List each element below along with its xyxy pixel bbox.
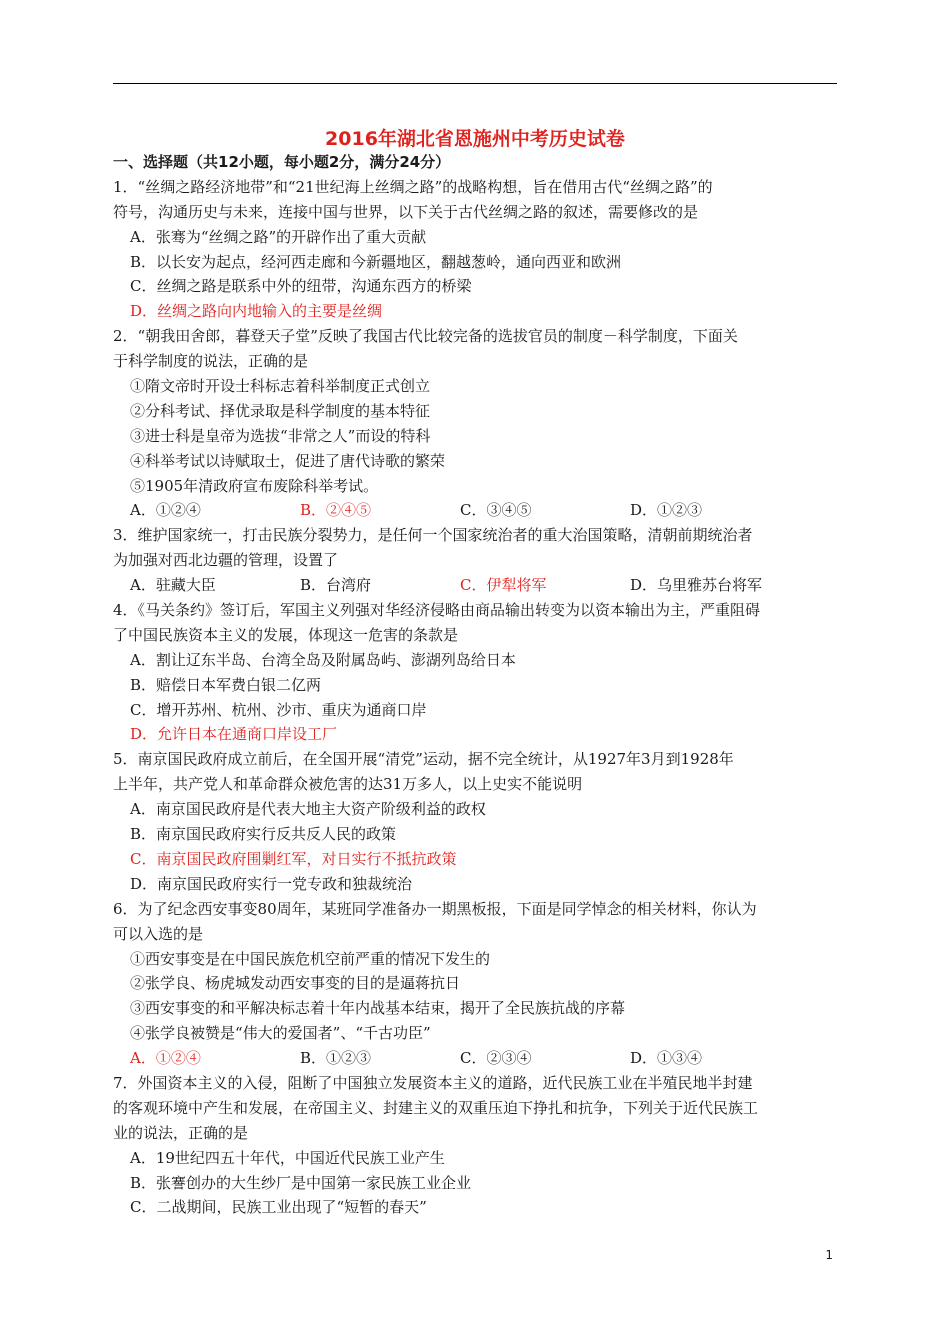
q2-options (113, 498, 837, 523)
q6-options (113, 1046, 837, 1071)
q3-option-d: D．乌里雅苏台将军 (630, 576, 763, 595)
q4-stem-line2: 了中国民族资本主义的发展，体现这一危害的条款是 (113, 625, 459, 644)
q1-option-b: B．以长安为起点，经河西走廊和今新疆地区，翻越葱岭，通向西亚和欧洲 (130, 252, 622, 271)
q3-stem-line2: 为加强对西北边疆的管理，设置了 (113, 551, 339, 570)
q5-option-a: A．南京国民政府是代表大地主大资产阶级利益的政权 (130, 800, 486, 819)
exam-body (113, 150, 837, 1220)
q7-stem-line3: 业的说法，正确的是 (113, 1123, 249, 1142)
q5-stem-line1: 5．南京国民政府成立前后，在全国开展“清党”运动，据不完全统计，从1927年3月到1928年 (113, 750, 734, 769)
page-number: 1 (825, 1248, 833, 1262)
q7-stem-line2: 的客观环境中产生和发展，在帝国主义、封建主义的双重压迫下挣扎和抗争，下列关于近代民族工 (113, 1098, 759, 1117)
q4-option-a: A．割让辽东半岛、台湾全岛及附属岛屿、澎湖列岛给日本 (130, 650, 516, 669)
q6-option-d: D．①③④ (630, 1049, 703, 1068)
q2-option-b-answer: B．②④⑤ (300, 501, 372, 520)
q1-option-d-answer: D．丝绸之路向内地输入的主要是丝绸 (130, 302, 383, 321)
q6-stem-line2: 可以入选的是 (113, 924, 204, 943)
q7-option-c: C．二战期间，民族工业出现了“短暂的春天” (130, 1198, 427, 1217)
q6-item-4: ④张学良被赞是“伟大的爱国者”、“千古功臣” (130, 1024, 431, 1043)
q3-option-a: A．驻藏大臣 (130, 576, 216, 595)
q5-option-d: D．南京国民政府实行一党专政和独裁统治 (130, 874, 413, 893)
q7-option-b: B．张謇创办的大生纱厂是中国第一家民族工业企业 (130, 1173, 472, 1192)
q2-option-c: C．③④⑤ (460, 501, 532, 520)
q4-option-d-answer: D．允许日本在通商口岸设工厂 (130, 725, 338, 744)
q3-option-b: B．台湾府 (300, 576, 372, 595)
q4-stem-line1: 4．《马关条约》签订后，军国主义列强对华经济侵略由商品输出转变为以资本输出为主，严重阻碍 (113, 601, 761, 620)
q4-option-c: C．增开苏州、杭州、沙市、重庆为通商口岸 (130, 700, 427, 719)
q3-option-c-answer: C．伊犁将军 (460, 576, 547, 595)
q4-option-b: B．赔偿日本军费白银二亿两 (130, 675, 322, 694)
q2-item-4: ④科举考试以诗赋取士，促进了唐代诗歌的繁荣 (130, 451, 446, 470)
q2-option-d: D．①②③ (630, 501, 703, 520)
q1-stem-line1: 1．“丝绸之路经济地带”和“21世纪海上丝绸之路”的战略构想，旨在借用古代“丝绸之路”的 (113, 177, 713, 196)
q5-option-b: B．南京国民政府实行反共反人民的政策 (130, 825, 397, 844)
q2-item-5: ⑤1905年清政府宣布废除科举考试。 (130, 476, 379, 495)
q6-option-a-answer: A．①②④ (130, 1049, 201, 1068)
q7-stem-line1: 7．外国资本主义的入侵，阻断了中国独立发展资本主义的道路，近代民族工业在半殖民地半封建 (113, 1073, 753, 1092)
q6-item-2: ②张学良、杨虎城发动西安事变的目的是逼蒋抗日 (130, 974, 461, 993)
q2-option-a: A．①②④ (130, 501, 201, 520)
q6-item-1: ①西安事变是在中国民族危机空前严重的情况下发生的 (130, 949, 491, 968)
q1-option-a: A．张骞为“丝绸之路”的开辟作出了重大贡献 (130, 227, 427, 246)
q2-stem-line2: 于科学制度的说法，正确的是 (113, 352, 309, 371)
q1-stem-line2: 符号，沟通历史与未来，连接中国与世界，以下关于古代丝绸之路的叙述，需要修改的是 (113, 202, 699, 221)
q6-option-c: C．②③④ (460, 1049, 532, 1068)
q5-option-c-answer: C．南京国民政府围剿红军，对日实行不抵抗政策 (130, 849, 457, 868)
exam-title: 2016年湖北省恩施州中考历史试卷 (325, 128, 625, 150)
section-heading: 一、选择题（共12小题，每小题2分，满分24分） (113, 153, 451, 171)
q3-options (113, 573, 837, 598)
q3-stem-line1: 3．维护国家统一，打击民族分裂势力，是任何一个国家统治者的重大治国策略，清朝前期统治者 (113, 526, 753, 545)
q2-stem-line1: 2．“朝我田舍郎，暮登天子堂”反映了我国古代比较完备的选拔官员的制度－科学制度，下面关 (113, 327, 738, 346)
q7-option-a: A．19世纪四五十年代，中国近代民族工业产生 (130, 1148, 445, 1167)
q2-item-2: ②分科考试、择优录取是科学制度的基本特征 (130, 401, 431, 420)
q2-item-1: ①隋文帝时开设士科标志着科举制度正式创立 (130, 377, 431, 396)
q1-option-c: C．丝绸之路是联系中外的纽带，沟通东西方的桥梁 (130, 277, 472, 296)
q5-stem-line2: 上半年，共产党人和革命群众被危害的达31万多人，以上史实不能说明 (113, 775, 583, 794)
header-rule (113, 83, 837, 84)
q6-option-b: B．①②③ (300, 1049, 372, 1068)
q6-item-3: ③西安事变的和平解决标志着十年内战基本结束，揭开了全民族抗战的序幕 (130, 999, 626, 1018)
q2-item-3: ③进士科是皇帝为选拔“非常之人”而设的特科 (130, 426, 431, 445)
q6-stem-line1: 6．为了纪念西安事变80周年，某班同学准备办一期黑板报，下面是同学悼念的相关材料，你认为 (113, 899, 757, 918)
